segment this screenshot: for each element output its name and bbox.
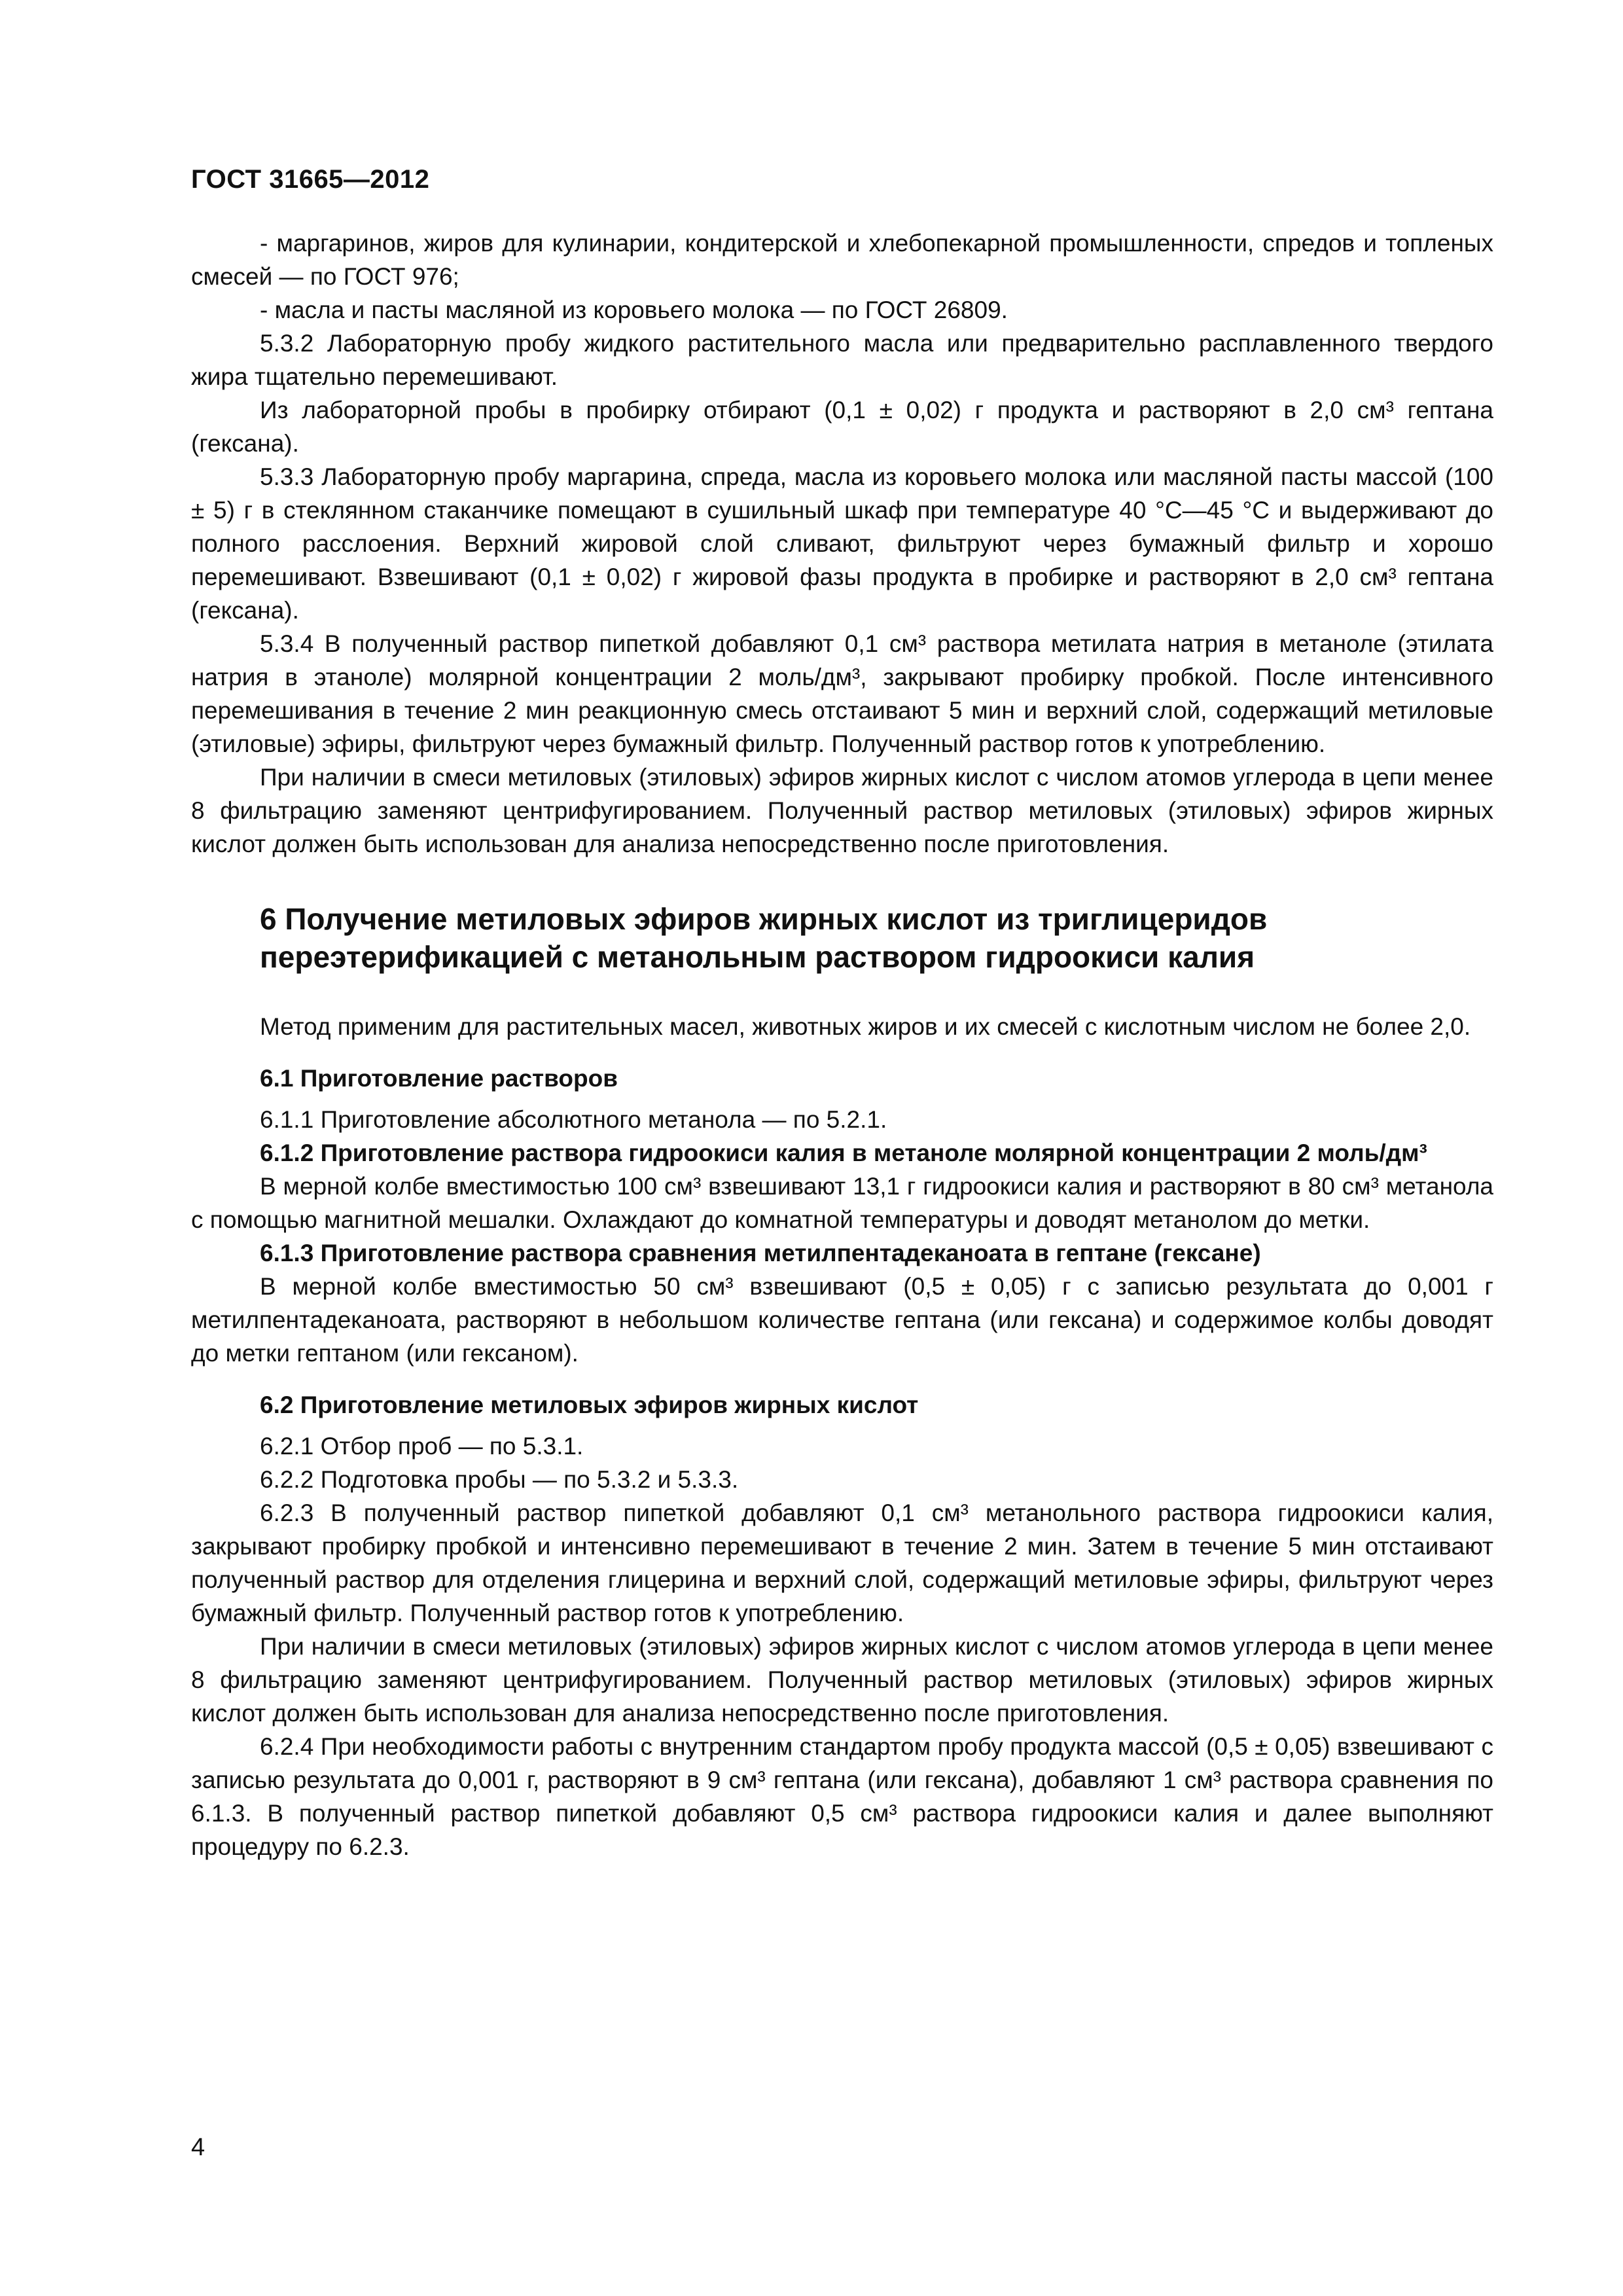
document-code: ГОСТ 31665—2012 [191, 165, 430, 194]
paragraph: 6.2.1 Отбор проб — по 5.3.1. [260, 1433, 584, 1460]
paragraph: 5.3.2 Лабораторную пробу жидкого растительного масла или предварительно расплавленного твердого жира тщательно перемешивают. [191, 330, 1493, 390]
paragraph: 5.3.4 В полученный раствор пипеткой добавляют 0,1 см³ раствора метилата натрия в метаноле (этилата натрия в этаноле) молярной концентрации 2 моль/дм³, закрывают пробирку пробкой. После интенсивного перемешивания в течение 2 мин реакционную смесь отстаивают 5 мин и верхний слой, содержащий метиловые (этиловые) эфиры, фильтруют через бумажный фильтр. Полученный раствор готов к употреблению. [191, 630, 1493, 757]
paragraph: - масла и пасты масляной из коровьего молока — по ГОСТ 26809. [260, 296, 1008, 323]
subsection-heading: 6.2 Приготовление метиловых эфиров жирных кислот [260, 1391, 919, 1418]
paragraph: 6.1.1 Приготовление абсолютного метанола — по 5.2.1. [260, 1106, 887, 1133]
paragraph: 5.3.3 Лабораторную пробу маргарина, спреда, масла из коровьего молока или масляной пасты массой (100 ± 5) г в стеклянном стаканчике помещают в сушильный шкаф при температуре 40 °С—45 °С и выдерживают до полного расслоения. Верхний жировой слой сливают, фильтруют через бумажный фильтр и хорошо перемешивают. Взвешивают (0,1 ± 0,02) г жировой фазы продукта в пробирке и растворяют в 2,0 см³ гептана (гексана). [191, 463, 1493, 624]
paragraph: 6.2.4 При необходимости работы с внутренним стандартом пробу продукта массой (0,5 ± 0,05) взвешивают с записью результата до 0,001 г, растворяют в 9 см³ гептана (или гексана), добавляют 1 см³ раствора сравнения по 6.1.3. В полученный раствор пипеткой добавляют 0,5 см³ раствора гидроокиси калия и далее выполняют процедуру по 6.2.3. [191, 1733, 1493, 1860]
section-intro: Метод применим для растительных масел, животных жиров и их смесей с кислотным числом не более 2,0. [260, 1013, 1471, 1040]
paragraph: 6.2.3 В полученный раствор пипеткой добавляют 0,1 см³ метанольного раствора гидроокиси калия, закрывают пробирку пробкой и интенсивно перемешивают в течение 2 мин. Затем в течение 5 мин отстаивают полученный раствор для отделения глицерина и верхний слой, содержащий метиловые эфиры, фильтруют через бумажный фильтр. Полученный раствор готов к употреблению. [191, 1499, 1493, 1626]
paragraph: 6.2.2 Подготовка пробы — по 5.3.2 и 5.3.3. [260, 1466, 739, 1493]
paragraph: При наличии в смеси метиловых (этиловых) эфиров жирных кислот с числом атомов углерода в цепи менее 8 фильтрацию заменяют центрифугированием. Полученный раствор метиловых (этиловых) эфиров жирных кислот должен быть использован для анализа непосредственно после приготовления. [191, 1633, 1493, 1727]
paragraph: Из лабораторной пробы в пробирку отбирают (0,1 ± 0,02) г продукта и растворяют в 2,0 см³ гептана (гексана). [191, 397, 1493, 457]
paragraph: При наличии в смеси метиловых (этиловых) эфиров жирных кислот с числом атомов углерода в цепи менее 8 фильтрацию заменяют центрифугированием. Полученный раствор метиловых (этиловых) эфиров жирных кислот должен быть использован для анализа непосредственно после приготовления. [191, 764, 1493, 857]
paragraph: В мерной колбе вместимостью 100 см³ взвешивают 13,1 г гидроокиси калия и растворяют в 80 см³ метанола с помощью магнитной мешалки. Охлаждают до комнатной температуры и доводят метанолом до метки. [191, 1173, 1493, 1233]
subsection-heading: 6.1.3 Приготовление раствора сравнения метилпентадеканоата в гептане (гексане) [260, 1240, 1261, 1266]
paragraph: - маргаринов, жиров для кулинарии, кондитерской и хлебопекарной промышленности, спредов и топленых смесей — по ГОСТ 976; [191, 230, 1493, 290]
section-heading: 6 Получение метиловых эфиров жирных кислот из триглицеридов переэтерификацией с метанольным раствором гидроокиси калия [260, 902, 1268, 974]
subsection-heading: 6.1.2 Приготовление раствора гидроокиси калия в метаноле молярной концентрации 2 моль/дм³ [260, 1139, 1427, 1166]
page-number: 4 [191, 2134, 205, 2161]
paragraph: В мерной колбе вместимостью 50 см³ взвешивают (0,5 ± 0,05) г с записью результата до 0,001 г метилпентадеканоата, растворяют в небольшом количестве гептана (или гексана) и содержимое колбы доводят до метки гептаном (или гексаном). [191, 1273, 1493, 1367]
subsection-heading: 6.1 Приготовление растворов [260, 1065, 618, 1092]
document-body [191, 226, 1493, 1863]
